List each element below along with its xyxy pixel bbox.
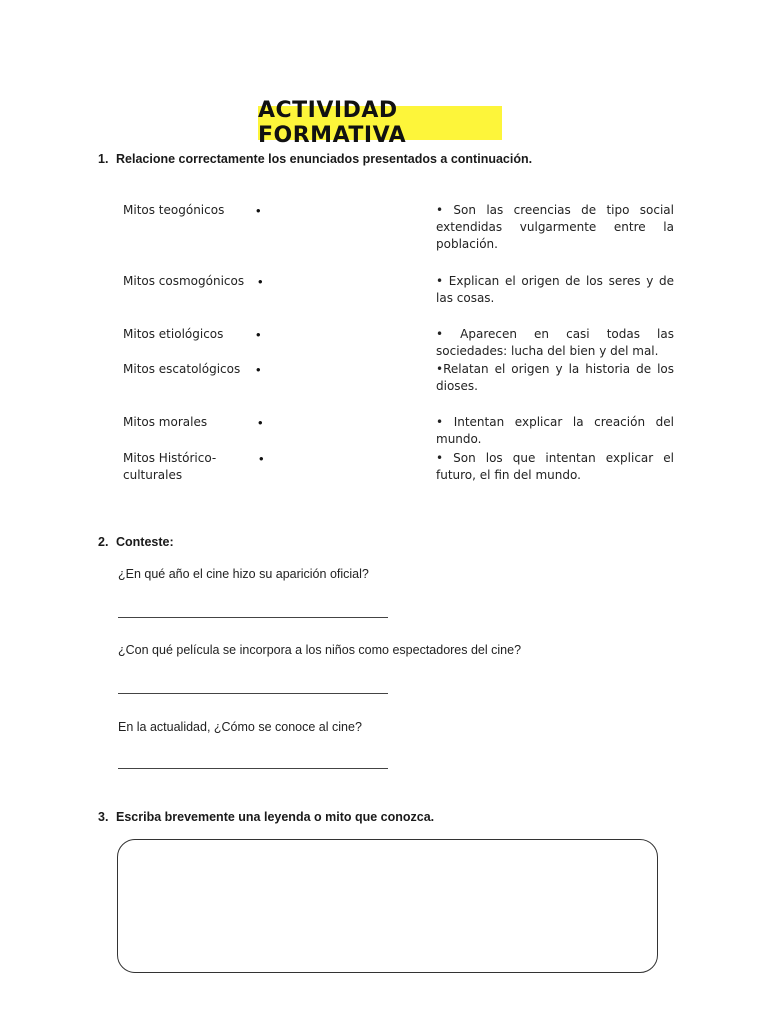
left-item-morales: Mitos morales <box>123 415 208 429</box>
right-item-creacion-mundo: • Intentan explicar la creación del mundo. <box>436 415 674 446</box>
match-dot: • <box>259 451 264 466</box>
page-title: ACTIVIDAD FORMATIVA <box>258 106 502 140</box>
match-dot: • <box>256 203 261 218</box>
right-item-origen-seres: • Explican el origen de los seres y de las cosas. <box>436 274 674 305</box>
right-item-dioses: •Relatan el origen y la historia de los dioses. <box>436 362 674 393</box>
match-dot: • <box>256 327 261 342</box>
left-item-historico-culturales: Mitos Histórico-culturales <box>123 451 217 482</box>
right-item-bien-mal: • Aparecen en casi todas las sociedades: lucha del bien y del mal. <box>436 327 674 358</box>
question-2: ¿Con qué película se incorpora a los niños como espectadores del cine? <box>118 643 522 657</box>
section-3-number: 3. <box>98 810 109 824</box>
left-item-etiologicos: Mitos etiológicos <box>123 327 224 341</box>
section-3-heading-text: Escriba brevemente una leyenda o mito que conozca. <box>116 810 435 824</box>
answer-line-3[interactable] <box>118 768 388 769</box>
match-dot: • <box>258 274 263 289</box>
answer-line-2[interactable] <box>118 693 388 694</box>
section-1-heading-text: Relacione correctamente los enunciados presentados a continuación. <box>116 152 533 166</box>
answer-box[interactable] <box>117 839 658 973</box>
question-3: En la actualidad, ¿Cómo se conoce al cine? <box>118 720 362 734</box>
section-2-heading-text: Conteste: <box>116 535 174 549</box>
section-2-heading <box>98 535 174 549</box>
left-item-cosmogonicos: Mitos cosmogónicos <box>123 274 245 288</box>
right-item-futuro: • Son los que intentan explicar el futuro, el fin del mundo. <box>436 451 674 482</box>
section-3-heading <box>98 810 434 824</box>
section-1-number: 1. <box>98 152 109 166</box>
answer-line-1[interactable] <box>118 617 388 618</box>
section-2-number: 2. <box>98 535 109 549</box>
section-1-heading <box>98 152 532 166</box>
left-item-escatologicos: Mitos escatológicos <box>123 362 241 376</box>
left-item-teogonicos: Mitos teogónicos <box>123 203 225 217</box>
question-1: ¿En qué año el cine hizo su aparición oficial? <box>118 567 369 581</box>
match-dot: • <box>256 362 261 377</box>
right-item-creencias: • Son las creencias de tipo social extendidas vulgarmente entre la población. <box>436 203 674 251</box>
match-dot: • <box>258 415 263 430</box>
